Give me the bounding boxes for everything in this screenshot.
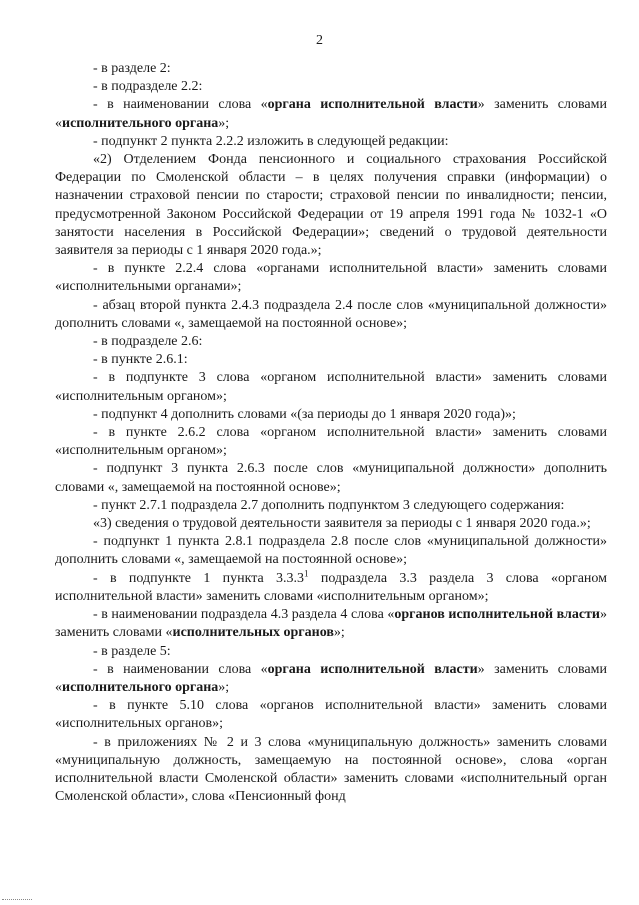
paragraph [55, 297, 607, 333]
text-run: - в пункте 5.10 слова «органов исполнительной власти» заменить словами «исполнительных органов»; [55, 698, 607, 732]
bold-text: исполнительного органа [62, 115, 219, 131]
bold-text: органов исполнительной власти [394, 607, 600, 623]
text-run: - в наименовании слова « [93, 661, 268, 677]
text-run: - подпункт 3 пункта 2.6.3 после слов «муниципальной должности» дополнить словами «, замещаемой на постоянной основе»; [55, 461, 607, 495]
paragraph [55, 643, 607, 661]
text-run: «3) сведения о трудовой деятельности заявителя за периоды с 1 января 2020 года.»; [93, 516, 591, 532]
paragraph [55, 351, 607, 369]
paragraph [55, 497, 607, 515]
bold-text: органа исполнительной власти [267, 97, 478, 113]
paragraph [55, 78, 607, 96]
paragraph [55, 533, 607, 569]
text-run: «2) Отделением Фонда пенсионного и социального страхования Российской Федерации по Смоленской области – в целях получения справки (информации) о назначении страховой пенсии по старости; страховой пенсии по инвалидности; пенсии, предусмотренной Законом Российской Федерации от 19 апреля 1991 года № 1032-1 «О занятости населения в Российской Федерации»; сведений о трудовой деятельности заявителя за периоды с 1 января 2020 года.»; [55, 152, 607, 259]
paragraph [55, 406, 607, 424]
text-run: - в пункте 2.2.4 слова «органами исполнительной власти» заменить словами «исполнительными органами»; [55, 261, 607, 295]
paragraph [55, 260, 607, 296]
text-run: - подпункт 1 пункта 2.8.1 подраздела 2.8 после слов «муниципальной должности» дополнить словами «, замещаемой на постоянной основе»; [55, 534, 607, 568]
text-run: - подпункт 2 пункта 2.2.2 изложить в следующей редакции: [93, 133, 449, 149]
text-run: » заменить словами « [55, 97, 607, 131]
text-run: - в разделе 2: [93, 61, 171, 76]
text-run: - в наименовании подраздела 4.3 раздела 4 слова « [93, 607, 395, 623]
text-run: »; [333, 625, 345, 641]
text-run: »; [218, 115, 230, 131]
paragraph [55, 734, 607, 807]
paragraph [55, 133, 607, 151]
paragraph [55, 697, 607, 733]
paragraph [55, 151, 607, 260]
text-run: подраздела 3.3 раздела 3 слова «органом исполнительной власти» заменить словами «исполнительным органом»; [55, 570, 607, 604]
text-run: - в подразделе 2.2: [93, 79, 203, 95]
text-run: - в подпункте 3 слова «органом исполнительной власти» заменить словами «исполнительным органом»; [55, 370, 607, 404]
paragraph [55, 60, 607, 78]
document-body [55, 60, 607, 806]
bold-text: исполнительного органа [62, 679, 219, 695]
paragraph [55, 96, 607, 132]
paragraph [55, 606, 607, 642]
text-run: - в подразделе 2.6: [93, 334, 203, 350]
paragraph [55, 424, 607, 460]
page-number: 2 [316, 33, 323, 48]
text-run: - пункт 2.7.1 подраздела 2.7 дополнить подпунктом 3 следующего содержания: [93, 497, 565, 513]
paragraph [55, 333, 607, 351]
text-run: - в разделе 5: [93, 643, 171, 659]
text-run: - в подпункте 1 пункта 3.3.3 [93, 570, 305, 586]
paragraph [55, 369, 607, 405]
text-run: »; [218, 679, 230, 695]
bold-text: исполнительных органов [172, 625, 334, 641]
superscript: 1 [304, 568, 309, 579]
text-run: - в приложениях № 2 и 3 слова «муниципальную должность» заменить словами «муниципальную должность, замещаемую на постоянной основе», слова «орган исполнительной власти Смоленской области» заменить словами «исполнительный орган Смоленской области», слова «Пенсионный фонд [55, 734, 607, 805]
paragraph [55, 460, 607, 496]
text-run: - в пункте 2.6.2 слова «органом исполнительной власти» заменить словами «исполнительным органом»; [55, 425, 607, 459]
text-run: - подпункт 4 дополнить словами «(за периоды до 1 января 2020 года)»; [93, 406, 516, 422]
bold-text: органа исполнительной власти [267, 661, 478, 677]
paragraph [55, 661, 607, 697]
paragraph [55, 570, 607, 606]
paragraph [55, 515, 607, 533]
text-run: - в наименовании слова « [93, 97, 268, 113]
text-run: » заменить словами « [55, 661, 607, 695]
text-run: - в пункте 2.6.1: [93, 352, 188, 368]
scan-edge-mark [2, 899, 32, 903]
text-run: - абзац второй пункта 2.4.3 подраздела 2.4 после слов «муниципальной должности» дополнить словами «, замещаемой на постоянной основе»; [55, 297, 607, 331]
text-run: » заменить словами « [55, 607, 607, 641]
